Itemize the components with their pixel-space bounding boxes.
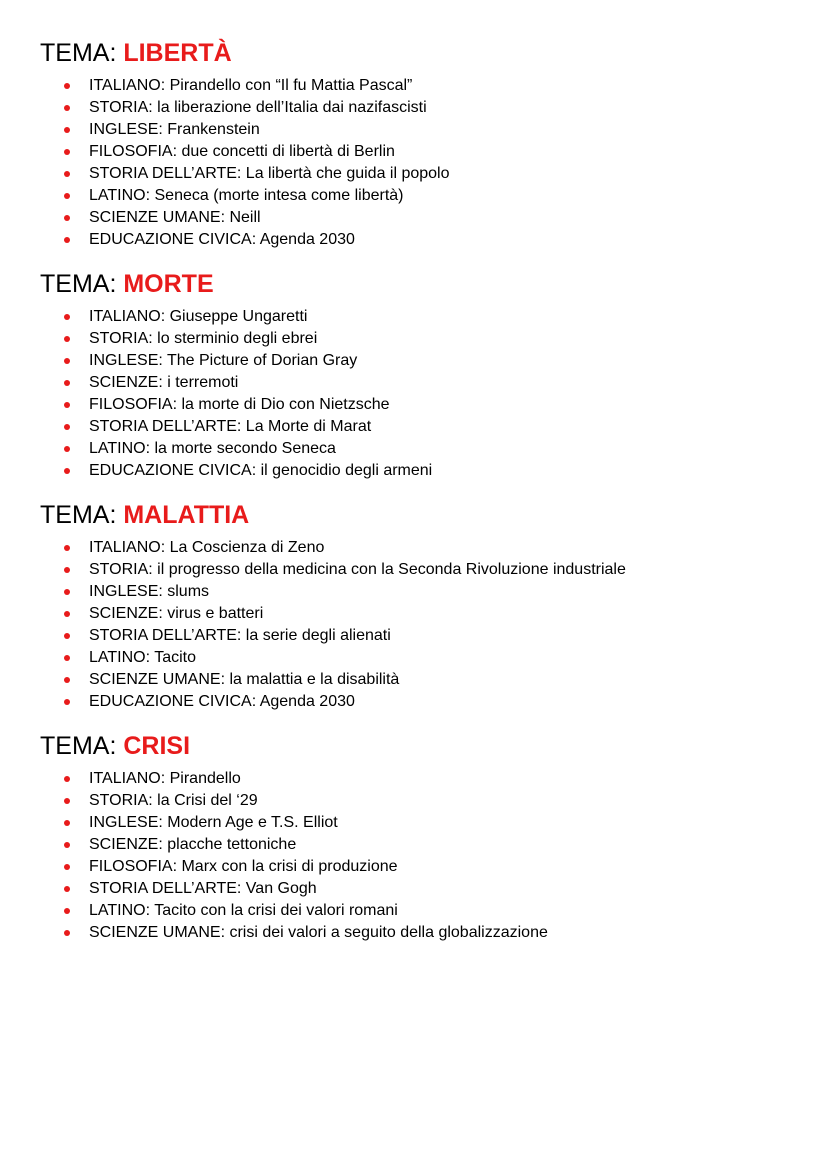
- list-item: [40, 812, 800, 834]
- list-item: [40, 97, 800, 119]
- item-text: LATINO: Tacito con la crisi dei valori romani: [89, 902, 398, 919]
- bullet-icon: [64, 237, 70, 243]
- list-item: [40, 922, 800, 944]
- list-item: [40, 625, 800, 647]
- bullet-icon: [64, 930, 70, 936]
- list-item: [40, 581, 800, 603]
- item-text: ITALIANO: Pirandello con “Il fu Mattia Pascal”: [89, 77, 413, 94]
- list-item: [40, 559, 800, 581]
- subject-list: [40, 306, 800, 482]
- list-item: [40, 141, 800, 163]
- bullet-icon: [64, 908, 70, 914]
- item-text: STORIA: la Crisi del ‘29: [89, 792, 258, 809]
- list-item: [40, 438, 800, 460]
- subject-list: [40, 768, 800, 944]
- theme-section-morte: [40, 269, 800, 482]
- list-item: [40, 75, 800, 97]
- theme-section-malattia: [40, 500, 800, 713]
- bullet-icon: [64, 589, 70, 595]
- item-text: LATINO: Tacito: [89, 649, 196, 666]
- bullet-icon: [64, 149, 70, 155]
- bullet-icon: [64, 820, 70, 826]
- item-text: INGLESE: The Picture of Dorian Gray: [89, 352, 358, 369]
- bullet-icon: [64, 567, 70, 573]
- item-text: STORIA DELL’ARTE: La Morte di Marat: [89, 418, 372, 435]
- theme-section-liberta: [40, 38, 800, 251]
- section-heading: [40, 731, 800, 761]
- bullet-icon: [64, 358, 70, 364]
- item-text: LATINO: la morte secondo Seneca: [89, 440, 336, 457]
- list-item: [40, 460, 800, 482]
- heading-topic: MALATTIA: [123, 501, 250, 529]
- bullet-icon: [64, 402, 70, 408]
- subject-list: [40, 537, 800, 713]
- list-item: [40, 306, 800, 328]
- list-item: [40, 691, 800, 713]
- item-text: SCIENZE UMANE: Neill: [89, 209, 261, 226]
- bullet-icon: [64, 699, 70, 705]
- item-text: SCIENZE: placche tettoniche: [89, 836, 297, 853]
- bullet-icon: [64, 677, 70, 683]
- item-text: LATINO: Seneca (morte intesa come libertà): [89, 187, 404, 204]
- item-text: INGLESE: Modern Age e T.S. Elliot: [89, 814, 338, 831]
- list-item: [40, 603, 800, 625]
- bullet-icon: [64, 83, 70, 89]
- item-text: INGLESE: Frankenstein: [89, 121, 260, 138]
- bullet-icon: [64, 798, 70, 804]
- list-item: [40, 647, 800, 669]
- item-text: SCIENZE: virus e batteri: [89, 605, 264, 622]
- bullet-icon: [64, 424, 70, 430]
- heading-prefix: TEMA:: [40, 270, 124, 298]
- section-heading: [40, 38, 800, 68]
- item-text: EDUCAZIONE CIVICA: Agenda 2030: [89, 693, 355, 710]
- list-item: [40, 207, 800, 229]
- list-item: [40, 350, 800, 372]
- bullet-icon: [64, 633, 70, 639]
- item-text: SCIENZE UMANE: la malattia e la disabilità: [89, 671, 400, 688]
- bullet-icon: [64, 468, 70, 474]
- section-heading: [40, 269, 800, 299]
- item-text: EDUCAZIONE CIVICA: il genocidio degli armeni: [89, 462, 433, 479]
- item-text: ITALIANO: La Coscienza di Zeno: [89, 539, 325, 556]
- item-text: FILOSOFIA: due concetti di libertà di Berlin: [89, 143, 395, 160]
- bullet-icon: [64, 171, 70, 177]
- heading-prefix: TEMA:: [40, 501, 124, 529]
- list-item: [40, 394, 800, 416]
- list-item: [40, 163, 800, 185]
- list-item: [40, 537, 800, 559]
- item-text: SCIENZE UMANE: crisi dei valori a seguito della globalizzazione: [89, 924, 548, 941]
- list-item: [40, 856, 800, 878]
- list-item: [40, 768, 800, 790]
- heading-prefix: TEMA:: [40, 39, 124, 67]
- bullet-icon: [64, 864, 70, 870]
- list-item: [40, 328, 800, 350]
- item-text: STORIA DELL’ARTE: Van Gogh: [89, 880, 317, 897]
- list-item: [40, 372, 800, 394]
- list-item: [40, 229, 800, 251]
- bullet-icon: [64, 193, 70, 199]
- heading-prefix: TEMA:: [40, 732, 124, 760]
- bullet-icon: [64, 655, 70, 661]
- bullet-icon: [64, 611, 70, 617]
- list-item: [40, 790, 800, 812]
- item-text: STORIA: la liberazione dell’Italia dai nazifascisti: [89, 99, 427, 116]
- bullet-icon: [64, 886, 70, 892]
- list-item: [40, 416, 800, 438]
- item-text: FILOSOFIA: Marx con la crisi di produzione: [89, 858, 398, 875]
- bullet-icon: [64, 446, 70, 452]
- bullet-icon: [64, 127, 70, 133]
- bullet-icon: [64, 380, 70, 386]
- item-text: STORIA: lo sterminio degli ebrei: [89, 330, 318, 347]
- heading-topic: MORTE: [123, 270, 214, 298]
- bullet-icon: [64, 842, 70, 848]
- item-text: EDUCAZIONE CIVICA: Agenda 2030: [89, 231, 355, 248]
- bullet-icon: [64, 545, 70, 551]
- list-item: [40, 900, 800, 922]
- list-item: [40, 185, 800, 207]
- bullet-icon: [64, 776, 70, 782]
- section-heading: [40, 500, 800, 530]
- bullet-icon: [64, 314, 70, 320]
- theme-section-crisi: [40, 731, 800, 944]
- list-item: [40, 834, 800, 856]
- bullet-icon: [64, 336, 70, 342]
- heading-topic: CRISI: [123, 732, 191, 760]
- list-item: [40, 669, 800, 691]
- item-text: STORIA DELL’ARTE: la serie degli alienati: [89, 627, 391, 644]
- bullet-icon: [64, 215, 70, 221]
- item-text: INGLESE: slums: [89, 583, 210, 600]
- item-text: STORIA: il progresso della medicina con la Seconda Rivoluzione industriale: [89, 561, 626, 578]
- subject-list: [40, 75, 800, 251]
- item-text: ITALIANO: Giuseppe Ungaretti: [89, 308, 308, 325]
- bullet-icon: [64, 105, 70, 111]
- item-text: SCIENZE: i terremoti: [89, 374, 239, 391]
- list-item: [40, 878, 800, 900]
- heading-topic: LIBERTÀ: [123, 39, 232, 67]
- item-text: STORIA DELL’ARTE: La libertà che guida il popolo: [89, 165, 450, 182]
- item-text: FILOSOFIA: la morte di Dio con Nietzsche: [89, 396, 390, 413]
- item-text: ITALIANO: Pirandello: [89, 770, 241, 787]
- list-item: [40, 119, 800, 141]
